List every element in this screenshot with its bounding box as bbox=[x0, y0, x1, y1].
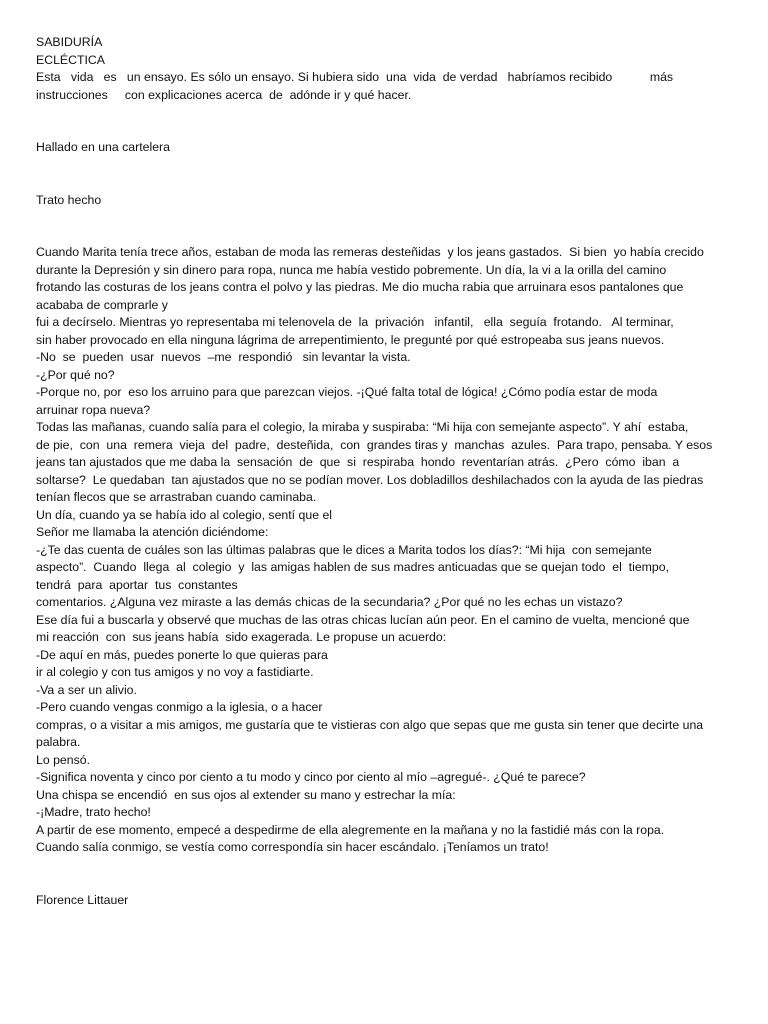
body-line: -¿Te das cuenta de cuáles son las últimas palabras que le dices a Marita todos los días?: “Mi hija con semejante bbox=[36, 542, 652, 557]
document-page bbox=[36, 34, 736, 909]
body-line: Un día, cuando ya se había ido al colegio, sentí que el bbox=[36, 507, 333, 522]
section-heading-trato-hecho: Trato hecho bbox=[36, 192, 102, 207]
body-line: Señor me llamaba la atención diciéndome: bbox=[36, 525, 269, 539]
body-line: Una chispa se encendió en sus ojos al extender su mano y estrechar la mía: bbox=[36, 787, 456, 802]
body-line: Cuando Marita tenía trece años, estaban de moda las remeras desteñidas y los jeans gastados. Si bien yo había crecido bbox=[36, 245, 704, 259]
intro-line-2: instrucciones con explicaciones acerca de adónde ir y qué hacer. bbox=[36, 87, 412, 102]
body-line: -¡Madre, trato hecho! bbox=[36, 805, 151, 819]
body-line: Cuando salía conmigo, se vestía como correspondía sin hacer escándalo. ¡Teníamos un trato! bbox=[36, 840, 549, 854]
body-line: -Porque no, por eso los arruino para que parezcan viejos. -¡Qué falta total de lógica! ¿Cómo podía estar de moda bbox=[36, 385, 658, 399]
body-line: acababa de comprarle y bbox=[36, 297, 168, 312]
intro-line-1: Esta vida es un ensayo. Es sólo un ensayo. Si hubiera sido una vida de verdad habríamos recibido más bbox=[36, 70, 674, 84]
body-line: de pie, con una remera vieja del padre, desteñida, con grandes tiras y manchas azules. Para trapo, pensaba. Y esos bbox=[36, 437, 713, 452]
body-line: -¿Por qué no? bbox=[36, 367, 115, 382]
spacer bbox=[36, 209, 736, 244]
body-line: mi reacción con sus jeans había sido exagerada. Le propuse un acuerdo: bbox=[36, 630, 447, 644]
body-line: tenían flecos que se arrastraban cuando caminaba. bbox=[36, 490, 317, 504]
body-line: -No se pueden usar nuevos –me respondió sin levantar la vista. bbox=[36, 350, 411, 364]
body-line: Todas las mañanas, cuando salía para el colegio, la miraba y suspiraba: “Mi hija con semejante aspecto”. Y ahí estaba, bbox=[36, 420, 689, 434]
body-line: A partir de ese momento, empecé a despedirme de ella alegremente en la mañana y no la fastidié más con la ropa. bbox=[36, 822, 665, 837]
body-line: tendrá para aportar tus constantes bbox=[36, 577, 238, 592]
body-line: jeans tan ajustados que me daba la sensación de que si respiraba hondo reventarían atrás. ¿Pero cómo iban a bbox=[36, 455, 680, 469]
spacer bbox=[36, 104, 736, 139]
section-heading-cartelera: Hallado en una cartelera bbox=[36, 140, 170, 154]
body-line: Ese día fui a buscarla y observé que muchas de las otras chicas lucían aún peor. En el camino de vuelta, mencioné que bbox=[36, 612, 690, 627]
spacer bbox=[36, 157, 736, 192]
body-text bbox=[36, 244, 736, 857]
body-line: durante la Depresión y sin dinero para ropa, nunca me había vestido pobremente. Un día, la vi a la orilla del camino bbox=[36, 262, 667, 277]
body-line: fui a decírselo. Mientras yo representaba mi telenovela de la privación infantil, ella seguía frotando. Al terminar, bbox=[36, 315, 674, 329]
author-name: Florence Littauer bbox=[36, 892, 129, 907]
body-line: comentarios. ¿Alguna vez miraste a las demás chicas de la secundaria? ¿Por qué no les echas un vistazo? bbox=[36, 595, 623, 609]
body-line: compras, o a visitar a mis amigos, me gustaría que te vistieras con algo que sepas que me gusta sin tener que decirte una bbox=[36, 717, 704, 732]
body-line: -Va a ser un alivio. bbox=[36, 682, 137, 697]
body-line: frotando las costuras de los jeans contra el polvo y las piedras. Me dio mucha rabia que arruinara esos pantalones que bbox=[36, 280, 684, 294]
body-line: -De aquí en más, puedes ponerte lo que quieras para bbox=[36, 647, 328, 662]
body-line: sin haber provocado en ella ninguna lágrima de arrepentimiento, le pregunté por qué estropeaba sus jeans nuevos. bbox=[36, 332, 665, 347]
document-title-line-1: SABIDURÍA bbox=[36, 35, 103, 49]
document-title-line-2: ECLÉCTICA bbox=[36, 52, 106, 67]
body-line: ir al colegio y con tus amigos y no voy a fastidiarte. bbox=[36, 665, 314, 679]
body-line: -Pero cuando vengas conmigo a la iglesia, o a hacer bbox=[36, 700, 323, 714]
body-line: arruinar ropa nueva? bbox=[36, 402, 151, 417]
body-line: palabra. bbox=[36, 735, 81, 749]
body-line: aspecto”. Cuando llega al colegio y las amigas hablen de sus madres anticuadas que se quejan todo el tiempo, bbox=[36, 560, 669, 574]
body-line: -Significa noventa y cinco por ciento a tu modo y cinco por ciento al mío –agregué-. ¿Qué te parece? bbox=[36, 770, 586, 784]
body-line: soltarse? Le quedaban tan ajustados que no se podían mover. Los dobladillos deshilachados con la ayuda de las piedras bbox=[36, 472, 704, 487]
body-line: Lo pensó. bbox=[36, 752, 91, 767]
spacer bbox=[36, 857, 736, 892]
